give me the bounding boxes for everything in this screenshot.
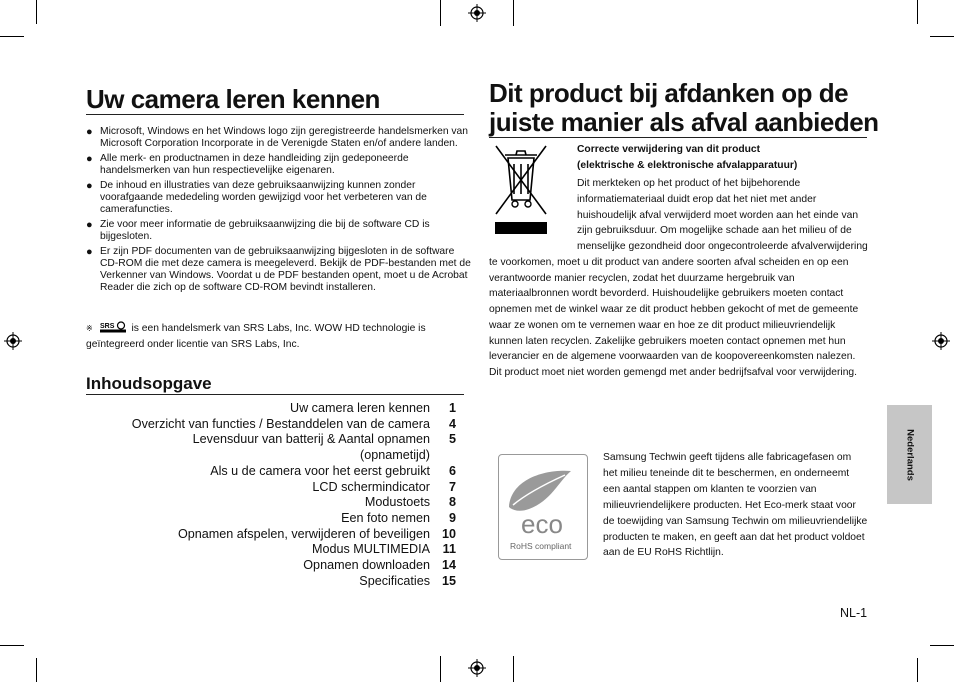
note-mark: ※ — [86, 324, 93, 333]
table-of-contents — [86, 401, 456, 589]
registration-mark-icon — [4, 332, 22, 350]
weee-heading: Correcte verwijdering van dit product (elektrische & elektronische afvalapparatuur) — [577, 144, 798, 171]
toc-entry[interactable]: Modus MULTIMEDIA 11 — [311, 542, 456, 557]
language-tab-label: Nederlands — [904, 428, 915, 481]
toc-entry: (opnametijd) — [360, 448, 430, 463]
crop-mark — [513, 656, 514, 682]
weee-description: Dit merkteken op het product of het bijbehorende informatiemateriaal duidt erop dat het niet met ander huishoudelijk afval verwijderd moet worden aan het einde van zijn gebruiksduur. Om mogelijke schade aan het milieu of de menselijke gezondheid door ongecontroleerde afvalverwijdering te voorkomen, moet u dit product van andere soorten afval scheiden en op een verantwoorde manier recyclen, zodat het duurzame hergebruik van materiaalbronnen wordt bevorderd. Huishoudelijke gebruikers moeten contact opnemen met de winkel waar ze dit product hebben gekocht of met de gemeente waar ze wonen om te vernemen waar en hoe ze dit product milieuvriendelijk kunnen laten recyclen. Zakelijke gebruikers moeten contact opnemen met hun leverancier en de algemene voorwaarden van de koopovereenkomsten nalezen. Dit product moet niet worden gemengd met ander bedrijfsafval voor verwijdering. — [489, 178, 868, 378]
crop-mark — [0, 645, 24, 646]
crop-mark — [440, 656, 441, 682]
list-item: ● Microsoft, Windows en het Windows logo zijn geregistreerde handelsmerken van Microsoft Corporation Incorporate in de Verenigde Staten en/of andere landen. — [86, 126, 469, 149]
registration-mark-icon — [932, 332, 950, 350]
bullet-icon: ● — [86, 180, 93, 192]
toc-rule — [86, 394, 464, 395]
crop-mark — [0, 36, 24, 37]
toc-entry[interactable]: LCD schermindicator 7 — [312, 479, 456, 494]
eco-logo-subtext: RoHS compliant — [510, 541, 572, 551]
bullet-icon: ● — [86, 219, 93, 231]
registration-mark-icon — [468, 659, 486, 677]
title-rule — [86, 114, 464, 115]
list-item: ● Zie voor meer informatie de gebruiksaanwijzing die bij de software CD is bijgesloten. — [86, 219, 430, 242]
registration-mark-icon — [468, 4, 486, 22]
toc-entry[interactable]: Als u de camera voor het eerst gebruikt 6 — [210, 463, 456, 478]
crop-mark — [917, 658, 918, 682]
list-item: ● Alle merk- en productnamen in deze handleiding zijn gedeponeerde handelsmerken van hun respectievelijke eigenaren. — [86, 153, 409, 176]
toc-entry[interactable]: Overzicht van functies / Bestanddelen van de camera 4 — [131, 416, 456, 431]
bullet-icon: ● — [86, 126, 93, 138]
srs-trademark-note: ※ SRS is een handelsmerk van SRS Labs, Inc. WOW HD technologie is geïntegreerd onder licentie van SRS Labs, Inc. — [86, 323, 426, 350]
eco-logo-text: eco — [521, 509, 563, 539]
svg-text:SRS: SRS — [99, 323, 114, 330]
leaf-icon — [499, 455, 587, 559]
crop-mark — [36, 658, 37, 682]
toc-entry[interactable]: Levensduur van batterij & Aantal opnamen 5 — [192, 432, 456, 447]
toc-entry[interactable]: Een foto nemen 9 — [341, 510, 456, 525]
crop-mark — [513, 0, 514, 26]
notice-list — [86, 126, 471, 297]
bullet-icon: ● — [86, 246, 93, 258]
toc-entry[interactable]: Opnamen afspelen, verwijderen of beveiligen 10 — [177, 526, 456, 541]
toc-entry[interactable]: Modustoets 8 — [364, 495, 456, 510]
crop-mark — [917, 0, 918, 24]
toc-entry[interactable]: Specificaties 15 — [359, 573, 456, 588]
crop-mark — [930, 36, 954, 37]
page-title-right: Dit product bij afdanken op de juiste manier als afval aanbieden — [489, 78, 879, 137]
list-item: ● De inhoud en illustraties van deze gebruiksaanwijzing kunnen zonder voorafgaande mededeling worden gewijzigd voor het verbeteren van de camerafuncties. — [86, 180, 427, 215]
eco-description: Samsung Techwin geeft tijdens alle fabricagefasen om het milieu teneinde dit te beschermen, en onderneemt een aantal stappen om klanten te voorzien van milieuvriendelijkere producten. Het Eco-merk staat voor de toewijding van Samsung Techwin om milieuvriendelijke producten te maken, en geeft aan dat het product voldoet aan de EU RoHS Richtlijn. — [603, 452, 868, 559]
bullet-icon: ● — [86, 153, 93, 165]
crop-mark — [930, 645, 954, 646]
title-rule — [489, 137, 867, 138]
srs-logo-icon — [100, 321, 126, 333]
page-number: NL-1 — [840, 606, 868, 620]
toc-entry[interactable]: Uw camera leren kennen 1 — [289, 401, 456, 415]
eco-logo — [498, 454, 588, 560]
page-title-left: Uw camera leren kennen — [86, 84, 380, 114]
crop-mark — [440, 0, 441, 26]
list-item: ● Er zijn PDF documenten van de gebruiksaanwijzing bijgesloten in de software CD-ROM die met deze camera is meegeleverd. Bekijk de PDF-bestanden met de Verkenner van Windows. Voordat u de PDF bestanden opent, moet u de Acrobat Reader die zich op de software CD-ROM bevindt installeren. — [86, 246, 471, 293]
crop-mark — [36, 0, 37, 24]
toc-entry[interactable]: Opnamen downloaden 14 — [303, 558, 456, 573]
language-tab[interactable] — [887, 405, 932, 504]
toc-heading: Inhoudsopgave — [86, 374, 212, 393]
